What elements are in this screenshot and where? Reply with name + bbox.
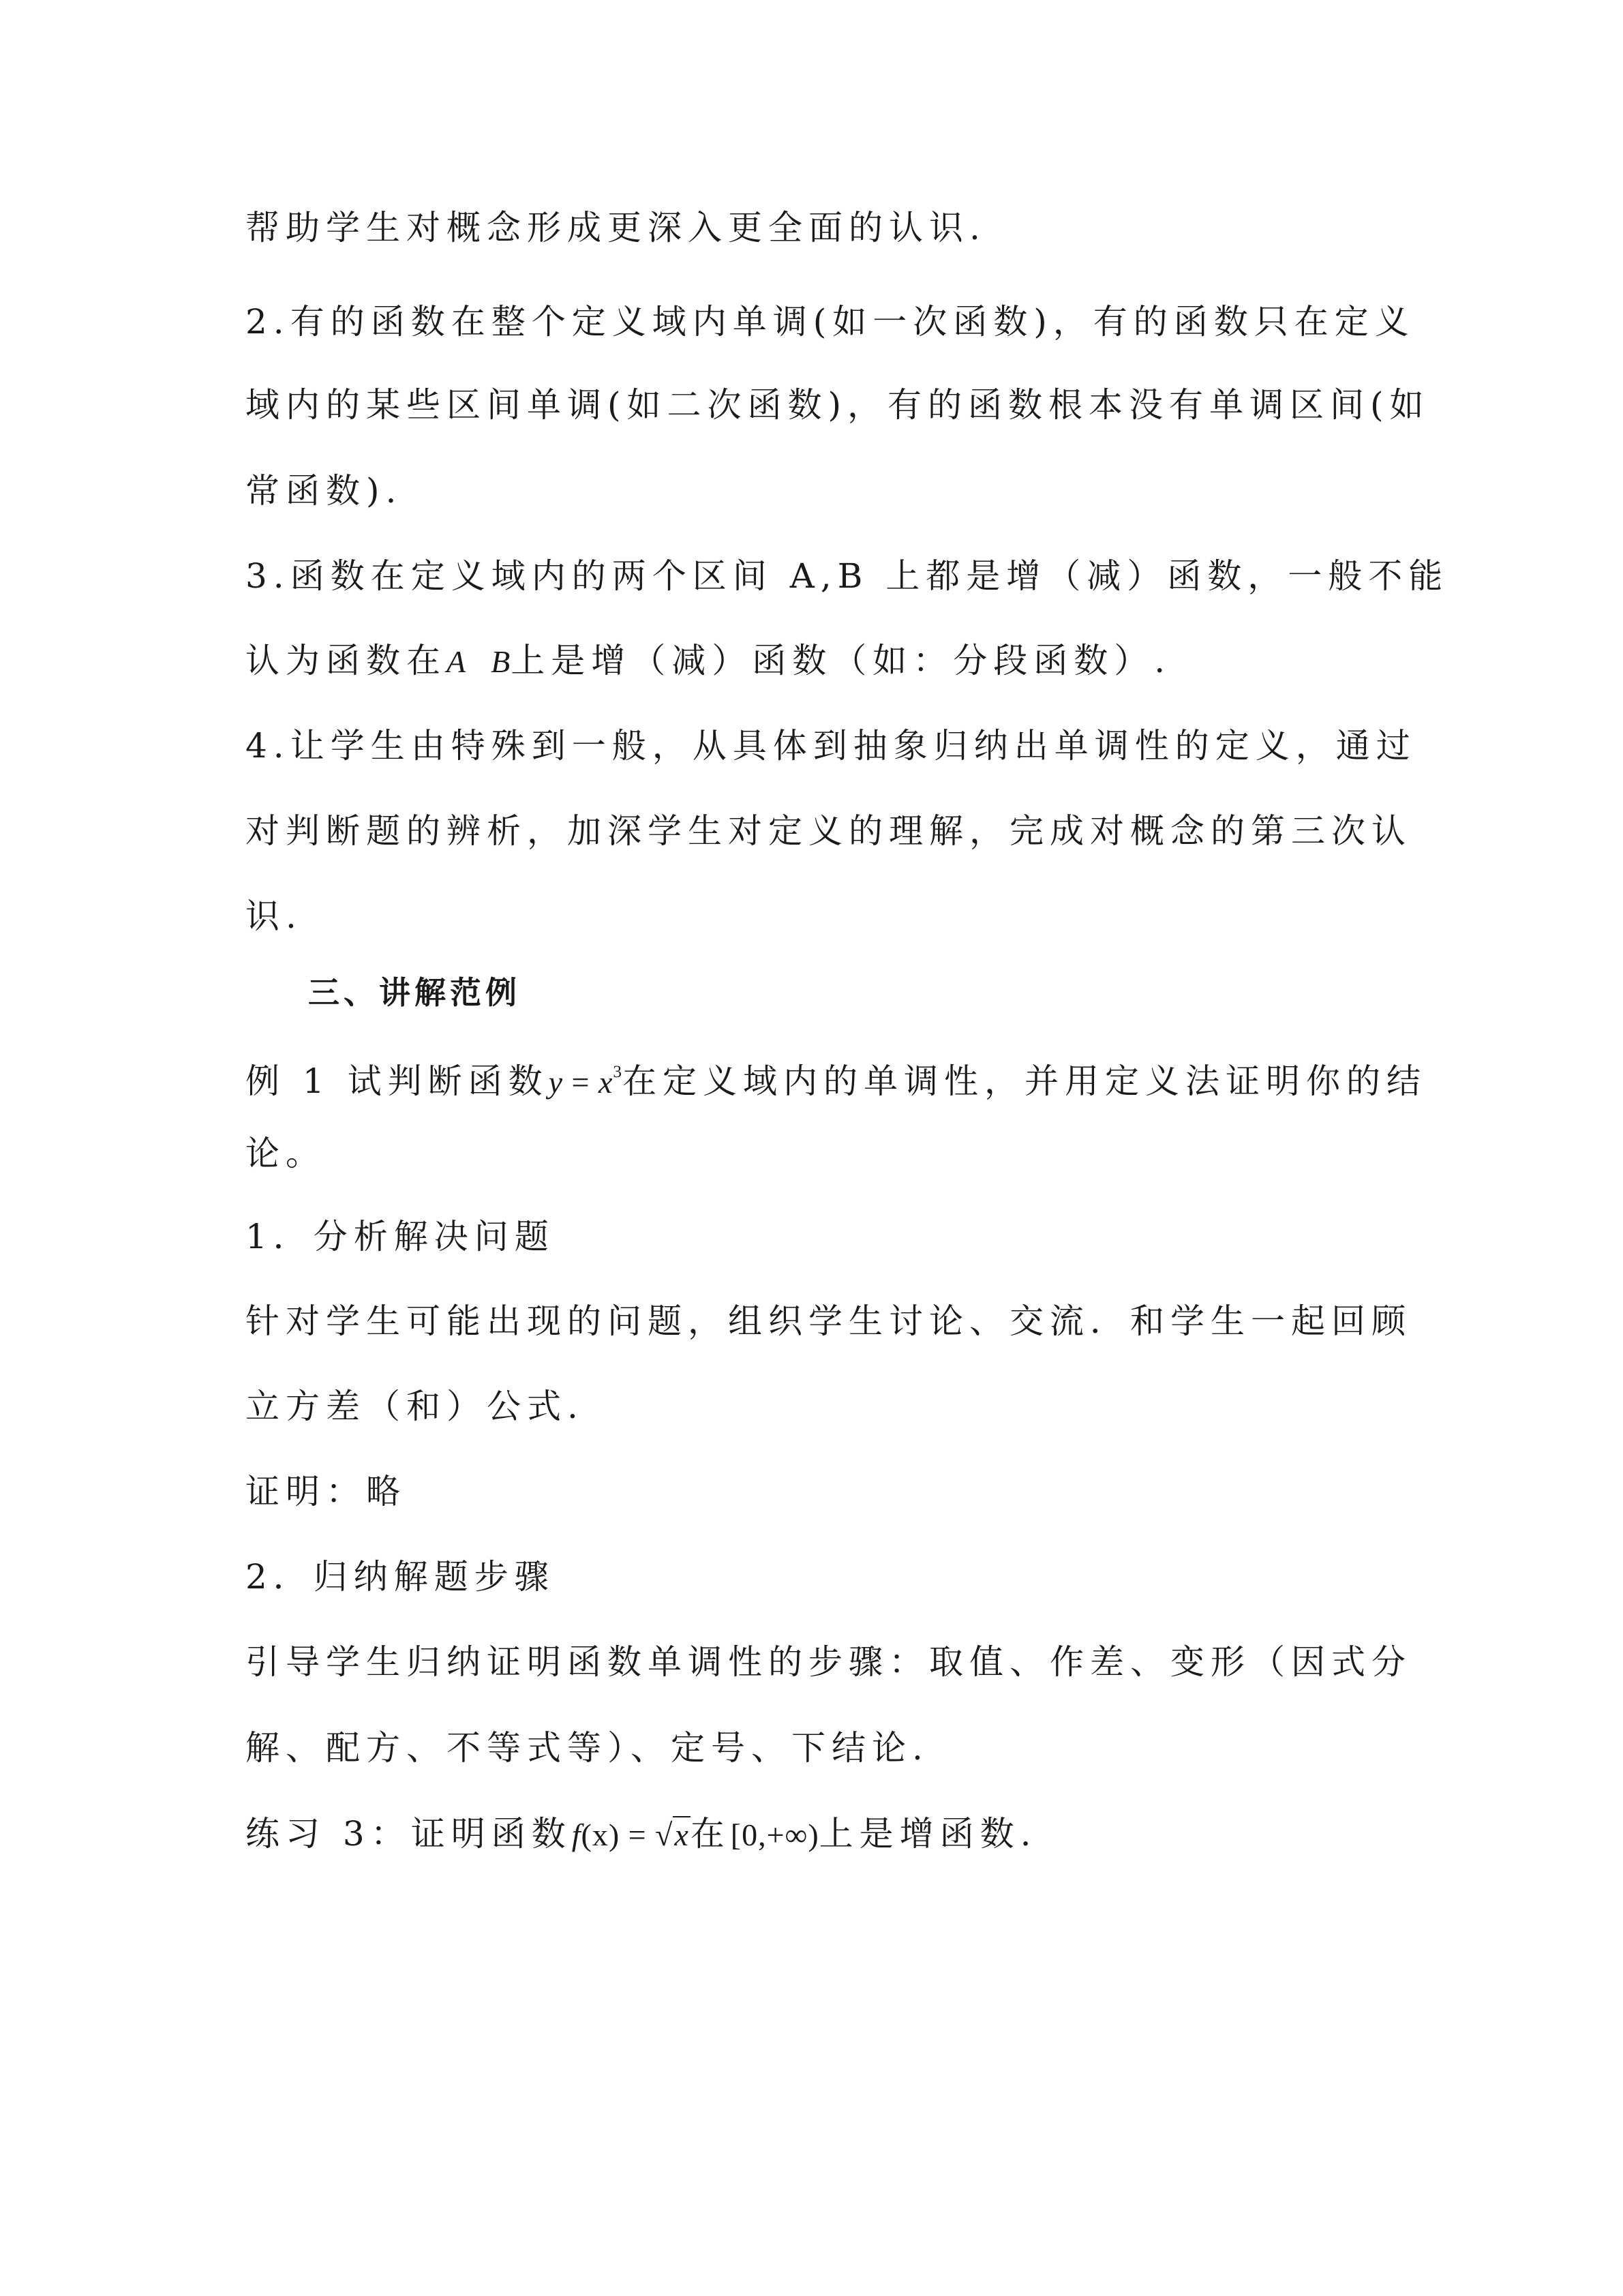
paragraph-line: 识. (245, 896, 303, 936)
paragraph-line: 对判断题的辨析，加深学生对定义的理解，完成对概念的第三次认 (245, 811, 1412, 851)
paragraph-line: 解、配方、不等式等）、定号、下结论. (245, 1728, 929, 1768)
text-run: 上是增函数. (819, 1814, 1037, 1854)
subsection-title: 2．归纳解题步骤 (245, 1557, 555, 1597)
interval-notation: [0,+∞) (730, 1817, 819, 1852)
subsection-title: 1．分析解决问题 (245, 1217, 555, 1256)
text-run: 在定义域内的单调性，并用定义法证明你的结 (622, 1061, 1427, 1101)
paragraph-line: 立方差（和）公式. (245, 1387, 584, 1426)
paragraph-line: 针对学生可能出现的问题，组织学生讨论、交流．和学生一起回顾 (245, 1301, 1412, 1341)
text-run: 上是增（减）函数（如：分段函数）. (511, 641, 1172, 680)
paragraph-line: 论。 (245, 1134, 326, 1173)
paragraph-line: 4.让学生由特殊到一般，从具体到抽象归纳出单调性的定义，通过 (245, 726, 1416, 766)
paragraph-line: 常函数). (245, 471, 403, 511)
paragraph-line (245, 1812, 1037, 1857)
text-run: 认为函数在 (245, 641, 446, 680)
set-a-symbol: A (446, 644, 467, 679)
text-run: 在 (690, 1814, 731, 1854)
paragraph-line: 域内的某些区间单调(如二次函数)，有的函数根本没有单调区间(如 (245, 385, 1430, 425)
set-b-symbol: B (491, 644, 511, 679)
paragraph-line (245, 639, 1171, 684)
text-run: 例 1 试判断函数 (245, 1061, 549, 1101)
text-run: 练习 3：证明函数 (245, 1814, 572, 1854)
formula-sqrt: f(x) = √x (571, 1817, 689, 1852)
paragraph-line: 3.函数在定义域内的两个区间 A,B 上都是增（减）函数，一般不能 (245, 556, 1449, 596)
paragraph-line (245, 1050, 1427, 1104)
paragraph-line: 证明：略 (245, 1472, 406, 1511)
paragraph-line: 引导学生归纳证明函数单调性的步骤：取值、作差、变形（因式分 (245, 1642, 1412, 1682)
section-heading: 三、讲解范例 (308, 974, 521, 1011)
paragraph-line: 帮助学生对概念形成更深入更全面的认识. (245, 208, 986, 247)
sqrt-sign: √ (655, 1817, 673, 1852)
paragraph-line: 2.有的函数在整个定义域内单调(如一次函数)，有的函数只在定义 (245, 302, 1415, 342)
formula-cubic: $y = x^3$ (548, 1062, 623, 1100)
